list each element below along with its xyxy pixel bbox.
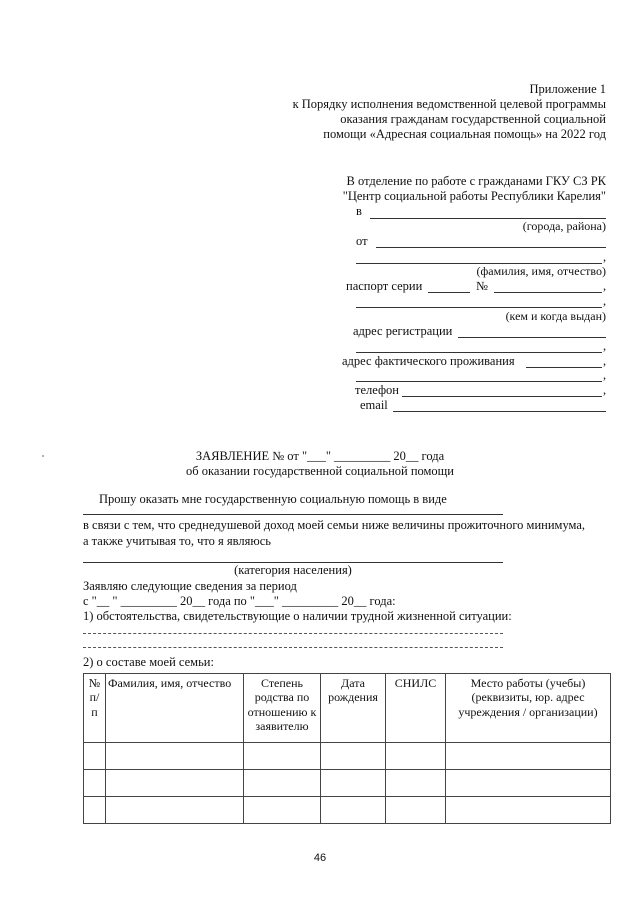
table-cell[interactable] bbox=[84, 770, 106, 797]
column-header: Место работы (учебы) (реквизиты, юр. адрес учреждения / организации) bbox=[446, 674, 611, 743]
circumstances-field-2[interactable] bbox=[83, 647, 503, 648]
passport-number-field[interactable] bbox=[494, 292, 602, 293]
family-table bbox=[83, 673, 611, 824]
city-hint: (города, района) bbox=[522, 219, 606, 233]
phone-field[interactable] bbox=[402, 396, 602, 397]
table-row bbox=[84, 743, 611, 770]
column-header: Степень родства по отношению к заявителю bbox=[244, 674, 321, 743]
table-row bbox=[84, 770, 611, 797]
label-number: № bbox=[476, 279, 488, 293]
addressee-line: В отделение по работе с гражданами ГКУ СЗ РК bbox=[346, 174, 606, 188]
column-header: Дата рождения bbox=[321, 674, 386, 743]
comma: , bbox=[603, 339, 607, 353]
comma: , bbox=[603, 368, 607, 382]
comma: , bbox=[603, 279, 607, 293]
email-field[interactable] bbox=[393, 411, 606, 412]
table-cell[interactable] bbox=[386, 797, 446, 824]
category-hint: (категория населения) bbox=[234, 563, 352, 577]
comma: , bbox=[603, 354, 607, 368]
addressee-line: "Центр социальной работы Республики Карелия" bbox=[342, 189, 606, 203]
comma: , bbox=[603, 294, 607, 308]
label-phone: телефон bbox=[355, 383, 399, 397]
table-cell[interactable] bbox=[386, 743, 446, 770]
passport-series-field[interactable] bbox=[428, 292, 470, 293]
also-text: а также учитывая то, что я являюсь bbox=[83, 534, 271, 548]
actual-address-field[interactable] bbox=[526, 367, 602, 368]
table-cell[interactable] bbox=[84, 797, 106, 824]
table-cell[interactable] bbox=[446, 770, 611, 797]
table-cell[interactable] bbox=[106, 743, 244, 770]
reg-address-field-2[interactable] bbox=[356, 352, 602, 353]
label-v: в bbox=[356, 204, 362, 218]
table-cell[interactable] bbox=[446, 797, 611, 824]
table-cell[interactable] bbox=[106, 797, 244, 824]
column-header: Фамилия, имя, отчество bbox=[106, 674, 244, 743]
period-text: с "__ " _________ 20__ года по "___" _________ 20__ года: bbox=[83, 594, 396, 608]
table-cell[interactable] bbox=[244, 770, 321, 797]
table-cell[interactable] bbox=[244, 797, 321, 824]
appendix-title: Приложение 1 bbox=[529, 82, 606, 96]
page-number: 46 bbox=[313, 852, 327, 864]
table-cell[interactable] bbox=[386, 770, 446, 797]
table-cell[interactable] bbox=[321, 797, 386, 824]
title-line: ЗАЯВЛЕНИЕ № от "___" _________ 20__ года bbox=[195, 449, 445, 463]
reason-text: в связи с тем, что среднедушевой доход моей семьи ниже величины прожиточного минимума, bbox=[83, 518, 586, 532]
request-text: Прошу оказать мне государственную социальную помощь в виде bbox=[99, 492, 447, 506]
appendix-line: помощи «Адресная социальная помощь» на 2022 год bbox=[323, 127, 606, 141]
issued-hint: (кем и когда выдан) bbox=[505, 309, 606, 323]
label-email: email bbox=[360, 398, 388, 412]
table-cell[interactable] bbox=[244, 743, 321, 770]
assistance-type-field[interactable] bbox=[83, 514, 503, 515]
label-from: от bbox=[356, 234, 368, 248]
comma: , bbox=[603, 383, 607, 397]
family-heading: 2) о составе моей семьи: bbox=[83, 655, 214, 669]
reg-address-field[interactable] bbox=[458, 337, 606, 338]
table-cell[interactable] bbox=[84, 743, 106, 770]
table-row bbox=[84, 797, 611, 824]
comma: , bbox=[603, 250, 607, 264]
table-cell[interactable] bbox=[321, 770, 386, 797]
table-header-row bbox=[84, 674, 611, 743]
appendix-line: оказания гражданам государственной социальной bbox=[340, 112, 606, 126]
table-cell[interactable] bbox=[321, 743, 386, 770]
passport-issued-field[interactable] bbox=[356, 307, 602, 308]
label-passport-series: паспорт серии bbox=[346, 279, 423, 293]
table-cell[interactable] bbox=[446, 743, 611, 770]
table-cell[interactable] bbox=[106, 770, 244, 797]
appendix-line: к Порядку исполнения ведомственной целевой программы bbox=[292, 97, 606, 111]
circumstances-field-1[interactable] bbox=[83, 633, 503, 634]
applicant-name-field[interactable] bbox=[376, 247, 606, 248]
label-reg-address: адрес регистрации bbox=[353, 324, 453, 338]
label-actual-address: адрес фактического проживания bbox=[342, 354, 515, 368]
column-header: СНИЛС bbox=[386, 674, 446, 743]
title-line: об оказании государственной социальной помощи bbox=[185, 464, 454, 478]
circumstances-text: 1) обстоятельства, свидетельствующие о наличии трудной жизненной ситуации: bbox=[83, 609, 512, 623]
declare-text: Заявляю следующие сведения за период bbox=[83, 579, 297, 593]
fio-hint: (фамилия, имя, отчество) bbox=[476, 264, 606, 278]
actual-address-field-2[interactable] bbox=[356, 381, 602, 382]
column-header: № п/ п bbox=[84, 674, 106, 743]
